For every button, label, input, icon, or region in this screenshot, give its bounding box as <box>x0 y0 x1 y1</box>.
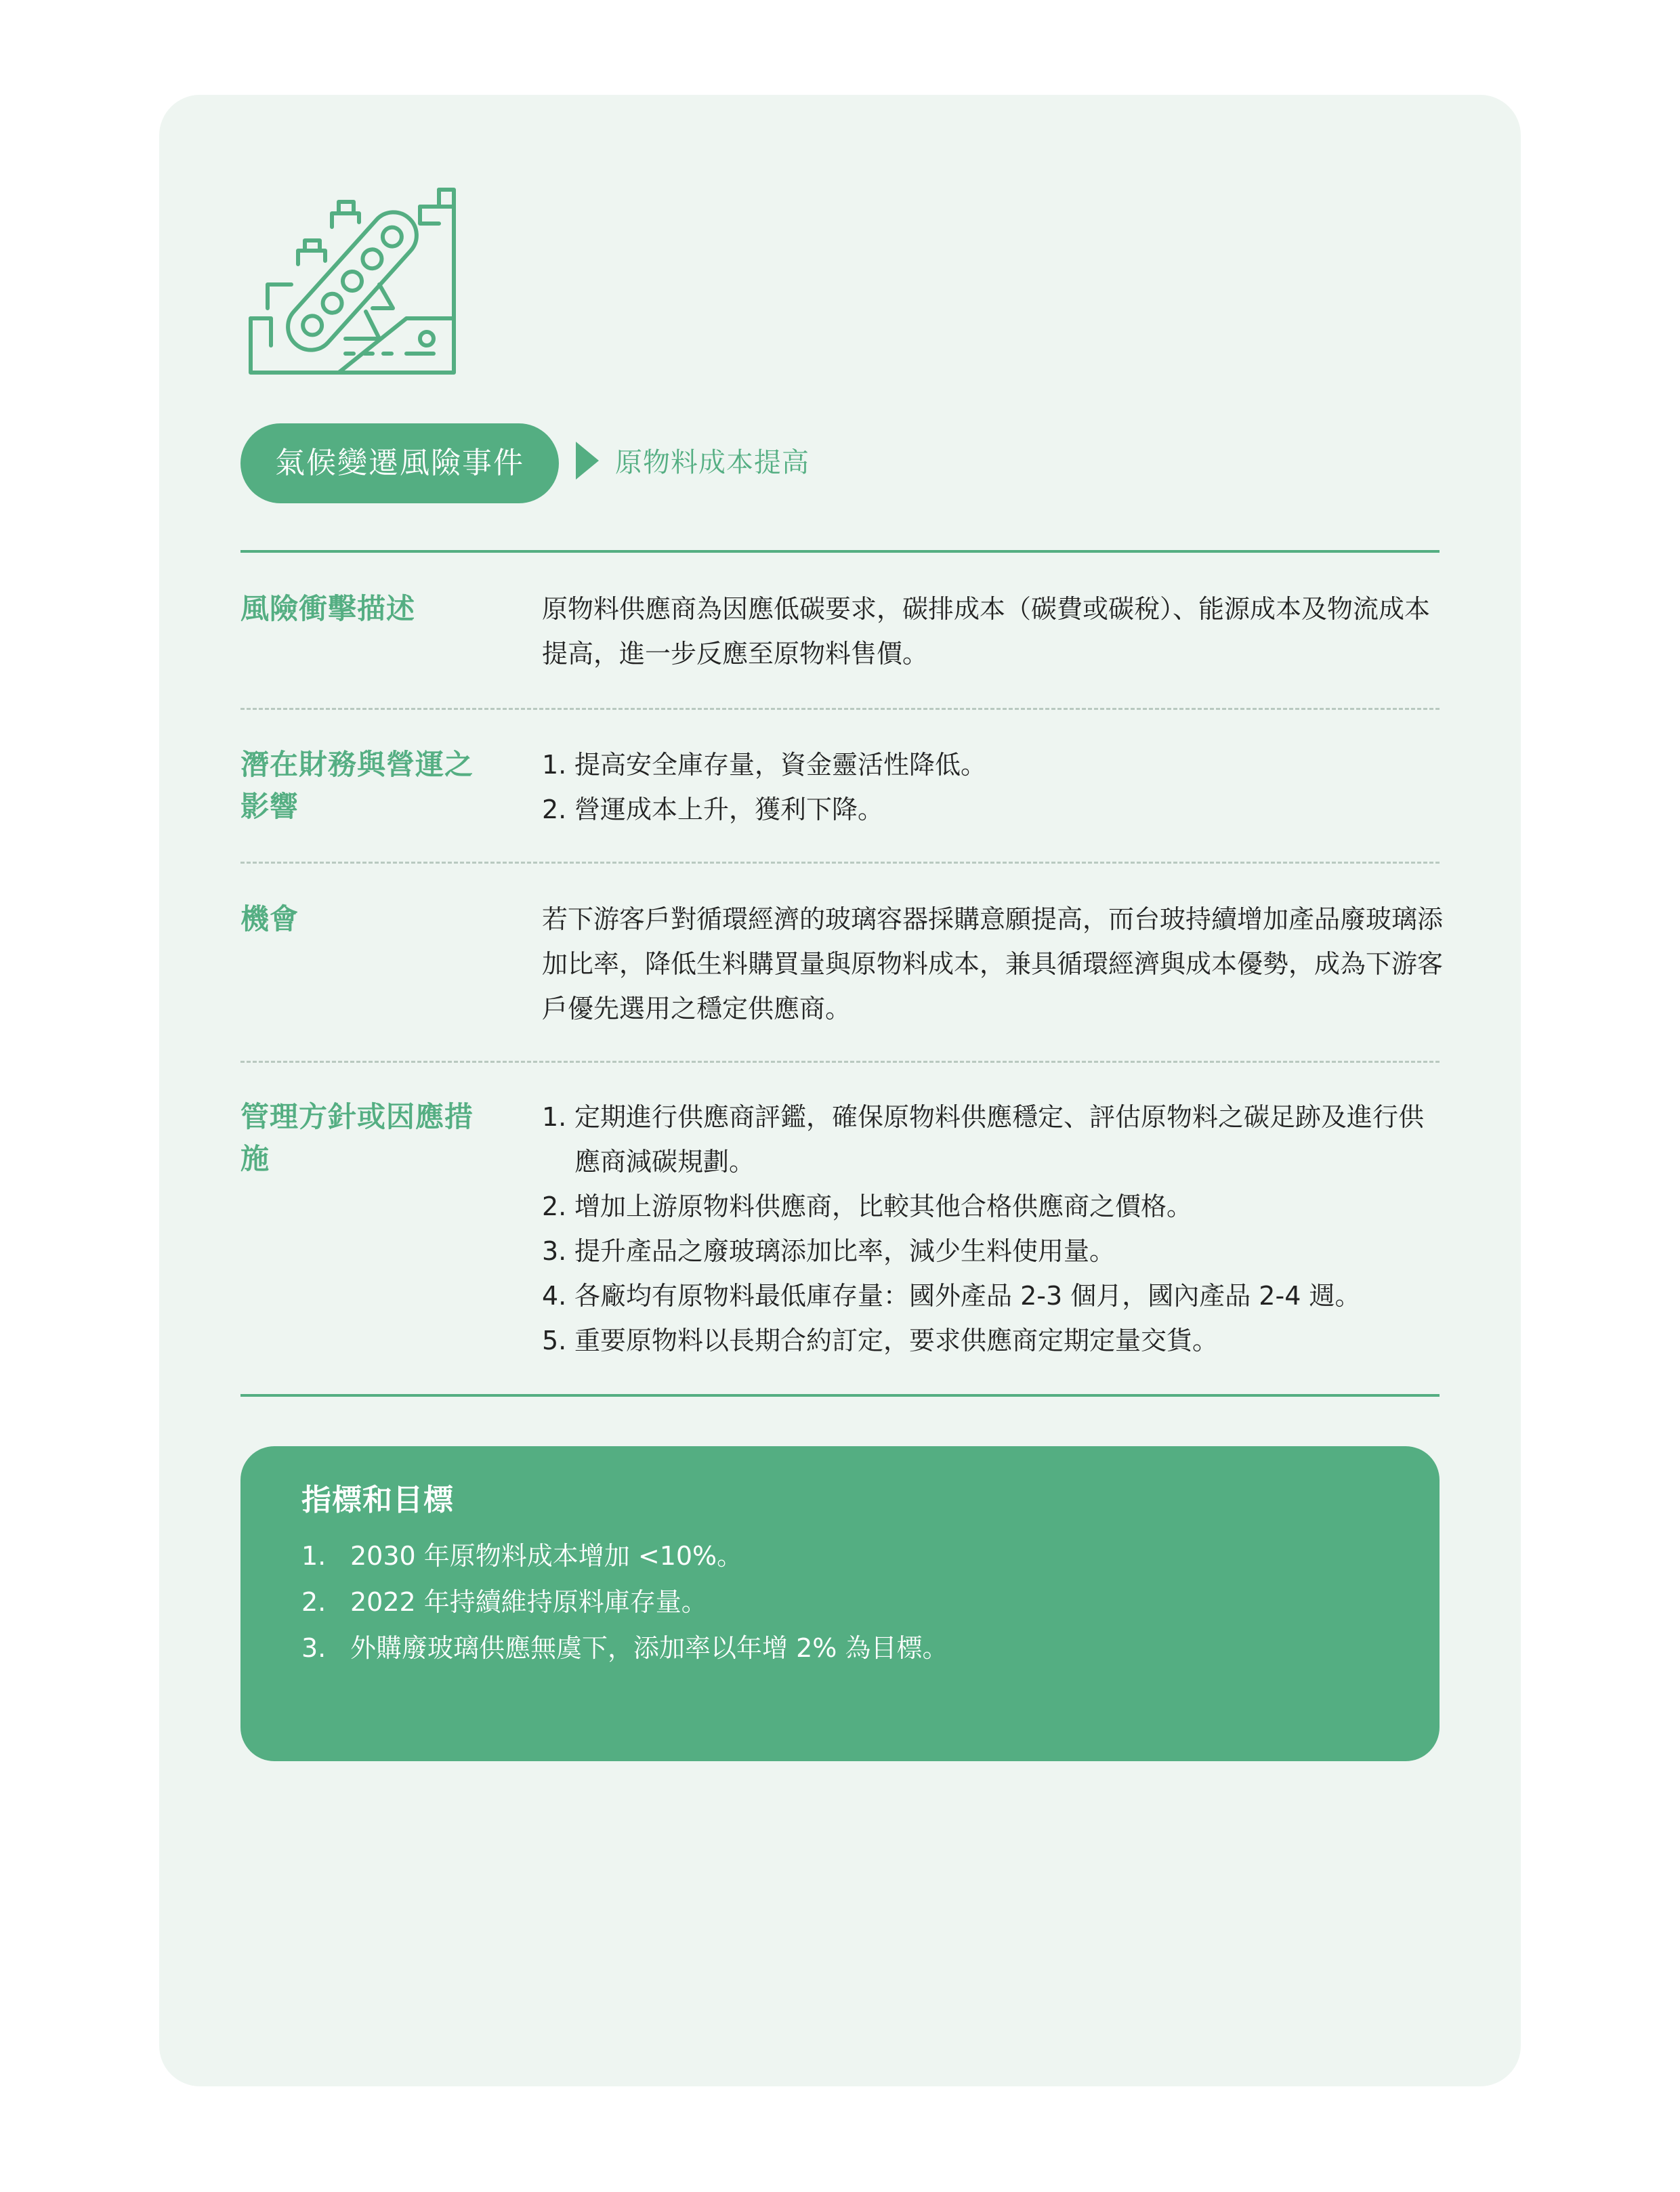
list-item: 1. 定期進行供應商評鑑，確保原物料供應穩定、評估原物料之碳足跡及進行供應商減碳規劃。 <box>542 1102 1425 1177</box>
list-item: 2. 增加上游原物料供應商，比較其他合格供應商之價格。 <box>542 1192 1193 1221</box>
list-item: 2. 2022 年持續維持原料庫存量。 <box>301 1587 707 1617</box>
opportunity-text: 若下游客戶對循環經濟的玻璃容器採購意願提高，而台玻持續增加產品廢玻璃添加比率，降低生料購買量與原物料成本，兼具循環經濟與成本優勢，成為下游客戶優先選用之穩定供應商。 <box>542 904 1444 1024</box>
management-list <box>542 1095 1443 1363</box>
row-body-financial <box>542 742 1443 832</box>
row-divider <box>240 708 1440 710</box>
targets-list <box>301 1533 1385 1671</box>
row-label-impact: 風險衝擊描述 <box>240 592 416 625</box>
bottom-divider <box>240 1394 1440 1397</box>
row-label-opportunity: 機會 <box>240 902 299 935</box>
row-divider <box>240 862 1440 864</box>
content-card <box>159 95 1521 2086</box>
top-divider <box>240 550 1440 553</box>
row-body-management <box>542 1095 1443 1363</box>
list-item: 5. 重要原物料以長期合約訂定，要求供應商定期定量交貨。 <box>542 1326 1219 1355</box>
category-pill: 氣候變遷風險事件 <box>240 423 559 503</box>
row-body-impact <box>542 587 1443 676</box>
play-arrow-icon <box>576 442 599 480</box>
event-title: 原物料成本提高 <box>615 447 810 478</box>
list-item: 4. 各廠均有原物料最低庫存量：國外產品 2-3 個月，國內產品 2-4 週。 <box>542 1281 1361 1311</box>
financial-list <box>542 742 1443 832</box>
impact-text: 原物料供應商為因應低碳要求，碳排成本（碳費或碳稅）、能源成本及物流成本提高，進一步反應至原物料售價。 <box>542 594 1431 669</box>
row-label-management: 管理方針或因應措施 <box>240 1100 474 1175</box>
row-divider <box>240 1061 1440 1063</box>
row-body-opportunity <box>542 897 1443 1031</box>
targets-title: 指標和目標 <box>301 1483 454 1517</box>
list-item: 3. 外購廢玻璃供應無虞下，添加率以年增 2% 為目標。 <box>301 1633 948 1663</box>
targets-box <box>240 1446 1440 1761</box>
list-item: 3. 提升產品之廢玻璃添加比率，減少生料使用量。 <box>542 1236 1116 1266</box>
row-label-financial: 潛在財務與營運之影響 <box>240 748 474 823</box>
conveyor-factory-icon <box>244 176 461 379</box>
list-item: 1. 2030 年原物料成本增加 <10%。 <box>301 1541 743 1571</box>
list-item: 2. 營運成本上升，獲利下降。 <box>542 795 884 824</box>
list-item: 1. 提高安全庫存量，資金靈活性降低。 <box>542 750 987 780</box>
